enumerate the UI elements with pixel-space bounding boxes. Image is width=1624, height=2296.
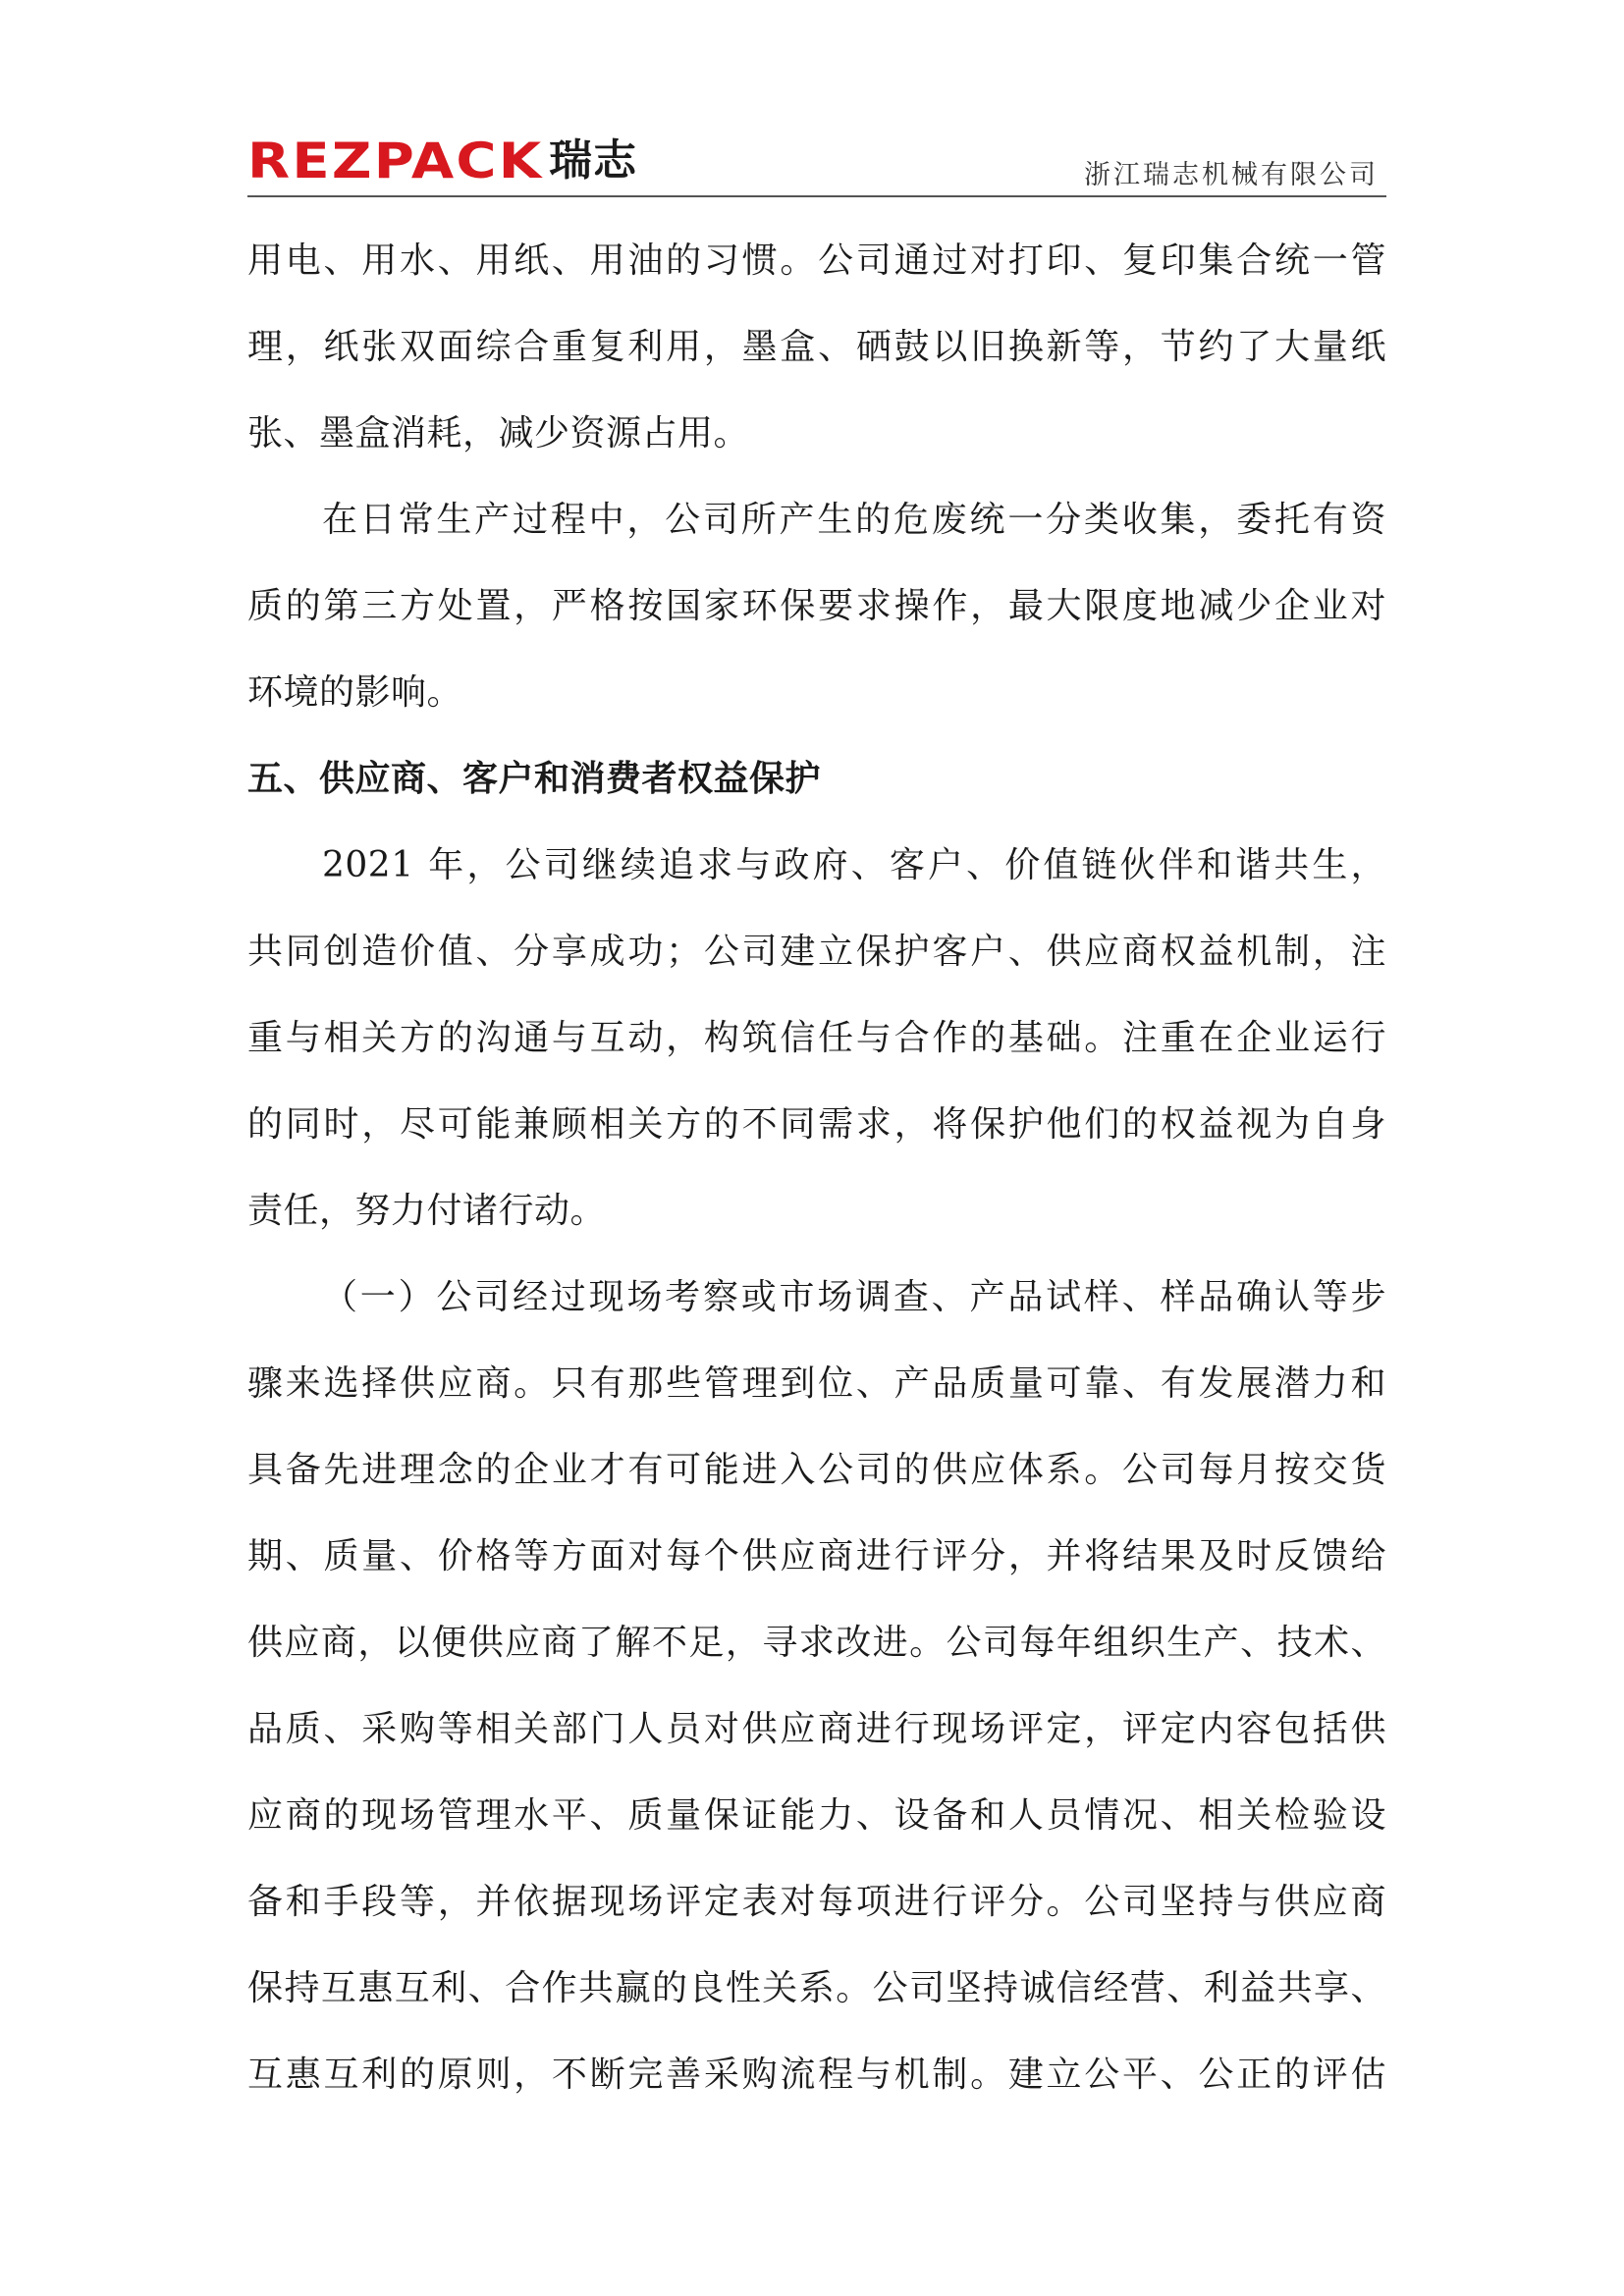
text-line: 保持互惠互利、合作共赢的良性关系。公司坚持诚信经营、利益共享、 (247, 1968, 1386, 2008)
text-line: 的同时，尽可能兼顾相关方的不同需求，将保护他们的权益视为自身 (247, 1104, 1386, 1145)
text-line: 2021 年，公司继续追求与政府、客户、价值链伙伴和谐共生， (322, 845, 1386, 885)
text-line: 共同创造价值、分享成功；公司建立保护客户、供应商权益机制，注 (247, 932, 1386, 972)
text-line: 供应商，以便供应商了解不足，寻求改进。公司每年组织生产、技术、 (247, 1623, 1386, 1663)
text-line: 质的第三方处置，严格按国家环保要求操作，最大限度地减少企业对 (247, 586, 1386, 626)
section-heading: 五、供应商、客户和消费者权益保护 (247, 759, 822, 799)
text-line: 备和手段等，并依据现场评定表对每项进行评分。公司坚持与供应商 (247, 1882, 1386, 1922)
text-line: 重与相关方的沟通与互动，构筑信任与合作的基础。注重在企业运行 (247, 1018, 1386, 1058)
text-line: 环境的影响。 (247, 672, 463, 713)
document-body (247, 218, 1386, 2118)
company-name: 浙江瑞志机械有限公司 (1084, 160, 1379, 190)
text-line: 品质、采购等相关部门人员对供应商进行现场评定，评定内容包括供 (247, 1709, 1386, 1749)
text-line: 在日常生产过程中，公司所产生的危废统一分类收集，委托有资 (322, 500, 1386, 540)
header-divider (247, 195, 1386, 197)
text-line: 应商的现场管理水平、质量保证能力、设备和人员情况、相关检验设 (247, 1795, 1386, 1836)
logo-wordmark: REZPACK (247, 133, 544, 189)
text-line: 责任，努力付诸行动。 (247, 1191, 607, 1231)
text-line: 骤来选择供应商。只有那些管理到位、产品质量可靠、有发展潜力和 (247, 1363, 1386, 1404)
company-logo (247, 133, 638, 189)
page-header (247, 135, 1386, 196)
text-line: （一）公司经过现场考察或市场调查、产品试样、样品确认等步 (322, 1277, 1386, 1317)
logo-chinese-name: 瑞志 (549, 135, 638, 186)
text-line: 具备先进理念的企业才有可能进入公司的供应体系。公司每月按交货 (247, 1450, 1386, 1490)
text-line: 张、墨盒消耗，减少资源占用。 (247, 413, 750, 454)
text-line: 用电、用水、用纸、用油的习惯。公司通过对打印、复印集合统一管 (247, 240, 1386, 281)
text-line: 期、质量、价格等方面对每个供应商进行评分，并将结果及时反馈给 (247, 1536, 1386, 1576)
text-line: 互惠互利的原则，不断完善采购流程与机制。建立公平、公正的评估 (247, 2055, 1386, 2095)
text-line: 理，纸张双面综合重复利用，墨盒、硒鼓以旧换新等，节约了大量纸 (247, 327, 1386, 367)
